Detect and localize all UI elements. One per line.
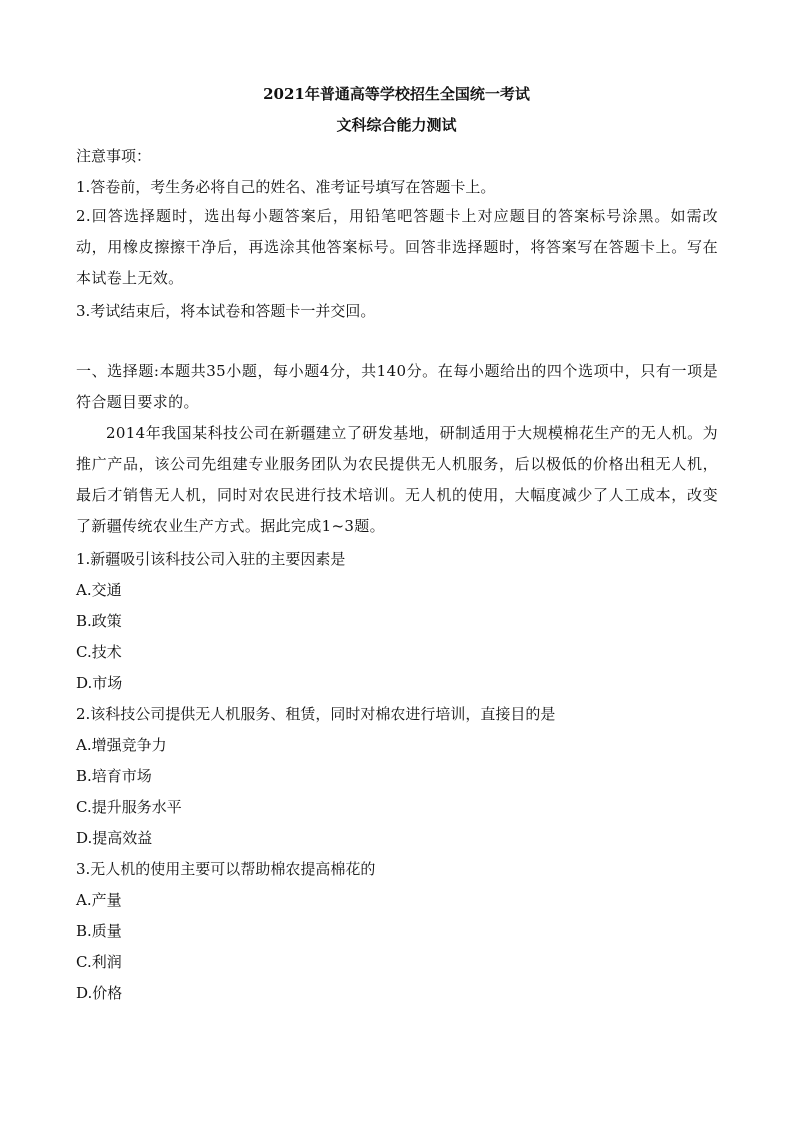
question-1-option-a: A.交通 bbox=[76, 581, 122, 599]
passage-text: 2014年我国某科技公司在新疆建立了研发基地，研制适用于大规模棉花生产的无人机。为推广产品，该公司先组建专业服务团队为农民提供无人机服务，后以极低的价格出租无人机，最后才销售无人机，同时对农民进行技术培训。无人机的使用，大幅度减少了人工成本，改变了新疆传统农业生产方式。据此完成1~3题。 bbox=[76, 424, 718, 535]
question-3-option-b: B.质量 bbox=[76, 922, 122, 940]
exam-subtitle: 文科综合能力测试 bbox=[336, 116, 457, 134]
question-1-option-d: D.市场 bbox=[76, 674, 123, 692]
question-1-stem: 1.新疆吸引该科技公司入驻的主要因素是 bbox=[76, 550, 346, 568]
question-2-option-d: D.提高效益 bbox=[76, 829, 153, 847]
notice-item-2: 2.回答选择题时，选出每小题答案后，用铅笔吧答题卡上对应题目的答案标号涂黑。如需改动，用橡皮擦擦干净后，再选涂其他答案标号。回答非选择题时，将答案写在答题卡上。写在本试卷上无效。 bbox=[76, 207, 718, 287]
question-3-option-a: A.产量 bbox=[76, 891, 122, 909]
notice-heading: 注意事项： bbox=[76, 147, 152, 165]
section-heading: 一、选择题:本题共35小题，每小题4分，共140分。在每小题给出的四个选项中，只有一项是符合题目要求的。 bbox=[76, 362, 718, 411]
question-1-option-c: C.技术 bbox=[76, 643, 122, 661]
question-3-option-d: D.价格 bbox=[76, 984, 123, 1002]
notice-item-3: 3.考试结束后，将本试卷和答题卡一并交回。 bbox=[76, 302, 376, 320]
question-2-stem: 2.该科技公司提供无人机服务、租赁，同时对棉农进行培训，直接目的是 bbox=[76, 705, 556, 723]
question-2-option-b: B.培育市场 bbox=[76, 767, 152, 785]
question-2-option-c: C.提升服务水平 bbox=[76, 798, 182, 816]
exam-title: 2021年普通高等学校招生全国统一考试 bbox=[263, 85, 530, 103]
question-1-option-b: B.政策 bbox=[76, 612, 122, 630]
question-2-option-a: A.增强竞争力 bbox=[76, 736, 167, 754]
question-3-option-c: C.利润 bbox=[76, 953, 122, 971]
notice-item-1: 1.答卷前，考生务必将自己的姓名、准考证号填写在答题卡上。 bbox=[76, 178, 496, 196]
question-3-stem: 3.无人机的使用主要可以帮助棉农提高棉花的 bbox=[76, 860, 376, 878]
